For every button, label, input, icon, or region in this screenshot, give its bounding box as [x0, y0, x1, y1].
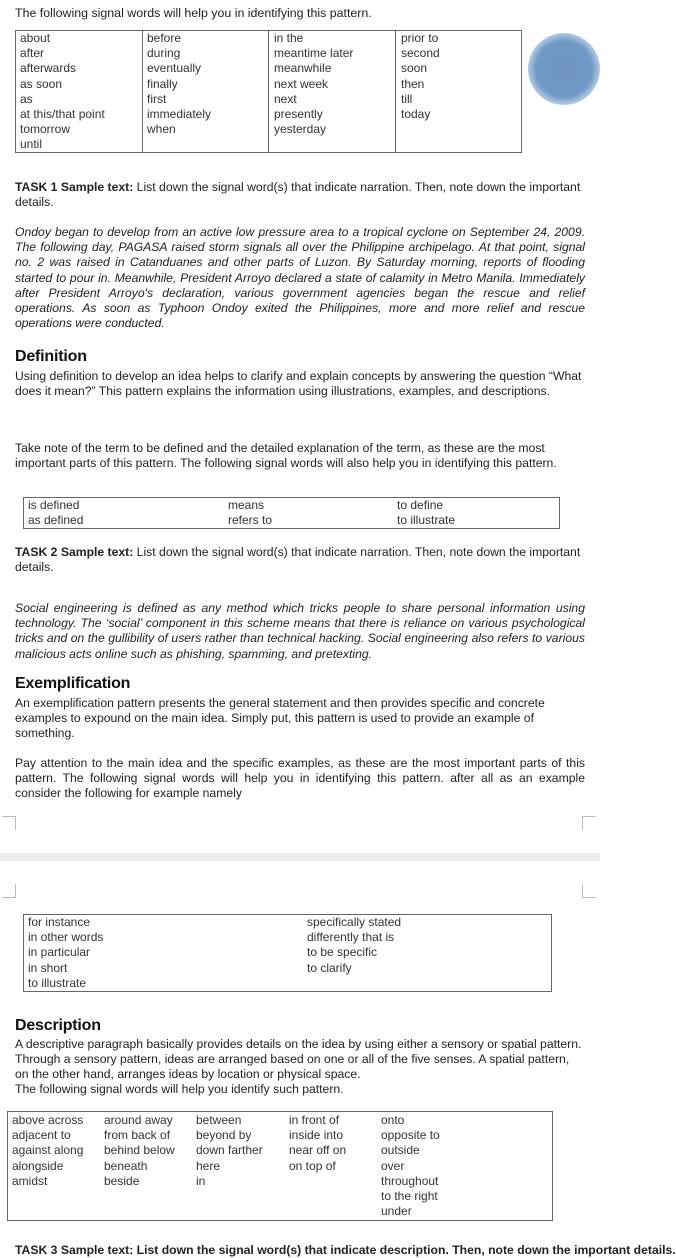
table1-col-2	[147, 31, 211, 137]
signal-word: alongside	[12, 1158, 64, 1173]
signal-word: above across	[12, 1113, 84, 1127]
description-words-col-1	[12, 1113, 83, 1189]
description-words-col-2	[104, 1113, 175, 1189]
table1-col-3	[274, 31, 353, 137]
description-words-col-3	[196, 1113, 263, 1189]
signal-word: first	[147, 91, 167, 106]
definition-words-col-3	[397, 498, 455, 528]
page-corner-bottom-left	[2, 884, 16, 898]
signal-word: as soon	[20, 76, 63, 91]
signal-word: here	[196, 1158, 221, 1173]
signal-word: specifically stated	[307, 915, 402, 929]
page-corner-top-left	[2, 816, 16, 830]
description-words-col-4	[289, 1113, 346, 1174]
signal-word: on top of	[289, 1158, 336, 1173]
signal-word: beside	[104, 1173, 140, 1188]
signal-word: meanwhile	[274, 61, 332, 76]
signal-word: in other words	[28, 930, 104, 945]
signal-word: yesterday	[274, 122, 327, 137]
signal-word: for instance	[28, 915, 91, 929]
signal-word: during	[147, 46, 181, 61]
table1-col-1	[20, 31, 105, 153]
table1-col-4	[401, 31, 440, 122]
signal-words-table-description	[7, 1111, 553, 1221]
signal-word: soon	[401, 61, 428, 76]
definition-heading: Definition	[15, 348, 87, 365]
signal-word: opposite to	[381, 1128, 440, 1143]
signal-word: in	[196, 1173, 206, 1188]
page-corner-bottom-right	[582, 884, 596, 898]
task1-sample-text: Ondoy began to develop from an active low pressure area to a tropical cyclone on September 24, 2009. The following day, PAGASA raised storm signals all over the Philippine archipelago. At that point, signal no. 2 was raised in Catanduanes and other parts of Luzon. By Saturday morning, reports of flooding started to pour in. Meanwhile, President Arroyo declared a state of calamity in Metro Manila. Immediately after President Arroyo's declaration, various government agencies began the rescue and relief operations. As soon as Typhoon Ondoy exited the Philippines, more and more relief and rescue operations were conducted.	[15, 225, 585, 331]
exemplification-paragraph-1: An exemplification pattern presents the general statement and then provides specific and concrete examples to expound on the main idea. Simply put, this pattern is used to provide an example of something.	[15, 696, 545, 741]
signal-word: till	[401, 91, 413, 106]
signal-word: throughout	[381, 1173, 439, 1188]
signal-word: to define	[397, 498, 444, 512]
signal-word: immediately	[147, 107, 212, 122]
signal-word: before	[147, 31, 182, 45]
signal-word: about	[20, 31, 51, 45]
signal-word: second	[401, 46, 440, 61]
signal-word: next	[274, 91, 297, 106]
signal-word: adjacent to	[12, 1128, 71, 1143]
signal-word: until	[20, 137, 43, 152]
signal-word: tomorrow	[20, 122, 71, 137]
description-heading: Description	[15, 1017, 101, 1034]
signal-word: amidst	[12, 1173, 48, 1188]
signal-word: onto	[381, 1113, 405, 1127]
task1-instruction-text: List down the signal word(s) that indicate narration. Then, note down the important details.	[15, 180, 581, 210]
signal-word: differently that is	[307, 930, 395, 945]
signal-word: as defined	[28, 513, 84, 528]
signal-word: around away	[104, 1113, 173, 1127]
signal-word: next week	[274, 76, 329, 91]
exemplification-paragraph-2: Pay attention to the main idea and the specific examples, as these are the most important parts of this pattern. The following signal words will help you in identifying this pattern. after all as an example consider the following for example namely	[15, 756, 585, 801]
signal-word: behind below	[104, 1143, 175, 1158]
signal-word: in particular	[28, 945, 91, 960]
signal-word: then	[401, 76, 425, 91]
exemplification-words-col-1	[28, 915, 103, 991]
exemplification-words-col-2	[307, 915, 401, 976]
signal-words-table-definition	[23, 497, 560, 529]
definition-words-col-2	[228, 498, 272, 528]
intro-text: The following signal words will help you in identifying this pattern.	[15, 6, 372, 20]
task1-instruction	[15, 180, 585, 210]
description-paragraph-1: A descriptive paragraph basically provides details on the idea by using either a sensory or spatial pattern. Through a sensory pattern, ideas are arranged based on one or all of the five senses. A spatial pattern, on the other hand, arranges ideas by location or physical space.	[15, 1037, 582, 1082]
signal-word: after	[20, 46, 45, 61]
signal-word: under	[381, 1204, 412, 1219]
signal-word: eventually	[147, 61, 202, 76]
signal-word: meantime later	[274, 46, 354, 61]
signal-word: to illustrate	[28, 975, 87, 990]
task2-instruction-text: List down the signal word(s) that indicate narration. Then, note down the important details.	[15, 545, 581, 575]
definition-words-col-1	[28, 498, 83, 528]
definition-paragraph-2: Take note of the term to be defined and the detailed explanation of the term, as these are the most important parts of this pattern. The following signal words will also help you in identifying this pattern.	[15, 441, 557, 471]
decorative-circle	[528, 33, 600, 105]
signal-word: inside into	[289, 1128, 344, 1143]
signal-word: to clarify	[307, 960, 352, 975]
signal-word: means	[228, 498, 265, 512]
signal-word: today	[401, 107, 431, 122]
page-break	[0, 853, 600, 861]
signal-word: between	[196, 1113, 242, 1127]
signal-word: to be specific	[307, 945, 378, 960]
signal-word: to illustrate	[397, 513, 456, 528]
task2-sample-text: Social engineering is defined as any method which tricks people to share personal information using technology. The ‘social’ component in this scheme means that there is reliance on various psychological tricks and on the gullibility of users rather than technical hacking. Social engineering also refers to various malicious acts online such as phishing, spamming, and pretexting.	[15, 601, 585, 661]
signal-word: in short	[28, 960, 68, 975]
signal-word: near off on	[289, 1143, 347, 1158]
signal-word: afterwards	[20, 61, 77, 76]
signal-word: in front of	[289, 1113, 340, 1127]
task1-label: TASK 1 Sample text:	[15, 180, 134, 194]
signal-word: from back of	[104, 1128, 171, 1143]
signal-word: at this/that point	[20, 107, 105, 122]
signal-word: over	[381, 1158, 405, 1173]
signal-word: down farther	[196, 1143, 263, 1158]
signal-word: against along	[12, 1143, 84, 1158]
definition-paragraph-1: Using definition to develop an idea helps to clarify and explain concepts by answering the question “What does it mean?” This pattern explains the information using illustrations, examples, and descriptions.	[15, 369, 582, 399]
signal-word: presently	[274, 107, 323, 122]
signal-word: beyond by	[196, 1128, 252, 1143]
signal-word: outside	[381, 1143, 420, 1158]
task2-label: TASK 2 Sample text:	[15, 545, 134, 559]
signal-word: as	[20, 91, 33, 106]
signal-word: prior to	[401, 31, 439, 45]
task2-instruction	[15, 545, 585, 575]
description-words-col-5	[381, 1113, 440, 1219]
page-corner-top-right	[582, 816, 596, 830]
exemplification-heading: Exemplification	[15, 675, 131, 692]
signal-word: to the right	[381, 1189, 438, 1204]
signal-word: is defined	[28, 498, 80, 512]
signal-word: refers to	[228, 513, 273, 528]
signal-word: in the	[274, 31, 304, 45]
signal-word: finally	[147, 76, 178, 91]
description-paragraph-2: The following signal words will help you identify such pattern.	[15, 1082, 344, 1096]
task3-partial: TASK 3 Sample text: List down the signal word(s) that indicate description. Then, note down the important details.	[15, 1243, 676, 1257]
signal-word: beneath	[104, 1158, 148, 1173]
signal-word: when	[147, 122, 176, 137]
